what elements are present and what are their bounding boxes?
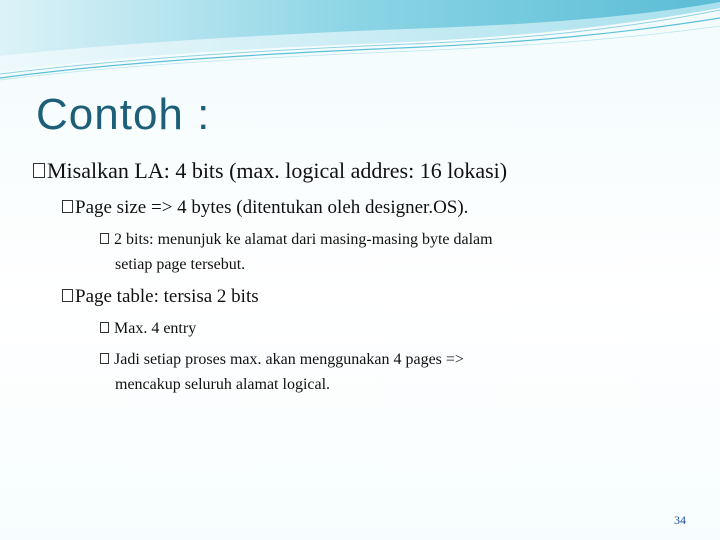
bullet-marker-icon bbox=[100, 353, 109, 364]
bullet-level1 bbox=[33, 158, 507, 184]
bullet-text: 2 bits: menunjuk ke alamat dari masing-masing byte dalam bbox=[114, 231, 493, 248]
bullet-text-continuation: mencakup seluruh alamat logical. bbox=[115, 376, 331, 393]
bullet-marker-icon bbox=[62, 200, 73, 213]
bullet-marker-icon bbox=[33, 163, 45, 178]
slide-title: Contoh : bbox=[36, 90, 211, 139]
bullet-text-continuation: setiap page tersebut. bbox=[115, 256, 246, 273]
page-number: 34 bbox=[674, 513, 686, 527]
bullet-text: Misalkan LA: 4 bits (max. logical addres: 16 lokasi) bbox=[47, 158, 508, 183]
bullet-text: Page size => 4 bytes (ditentukan oleh designer.OS). bbox=[75, 197, 469, 218]
bullet-level3 bbox=[100, 351, 464, 369]
header-wave-decoration bbox=[0, 0, 720, 90]
bullet-text: Max. 4 entry bbox=[114, 320, 197, 337]
bullet-level3 bbox=[100, 231, 493, 249]
bullet-level2 bbox=[62, 197, 468, 219]
bullet-marker-icon bbox=[100, 322, 109, 333]
bullet-level3 bbox=[100, 320, 196, 338]
bullet-level2 bbox=[62, 286, 259, 308]
bullet-text: Jadi setiap proses max. akan menggunakan 4 pages => bbox=[114, 351, 464, 368]
bullet-marker-icon bbox=[62, 289, 73, 302]
bullet-marker-icon bbox=[100, 233, 109, 244]
bullet-text: Page table: tersisa 2 bits bbox=[75, 286, 259, 307]
